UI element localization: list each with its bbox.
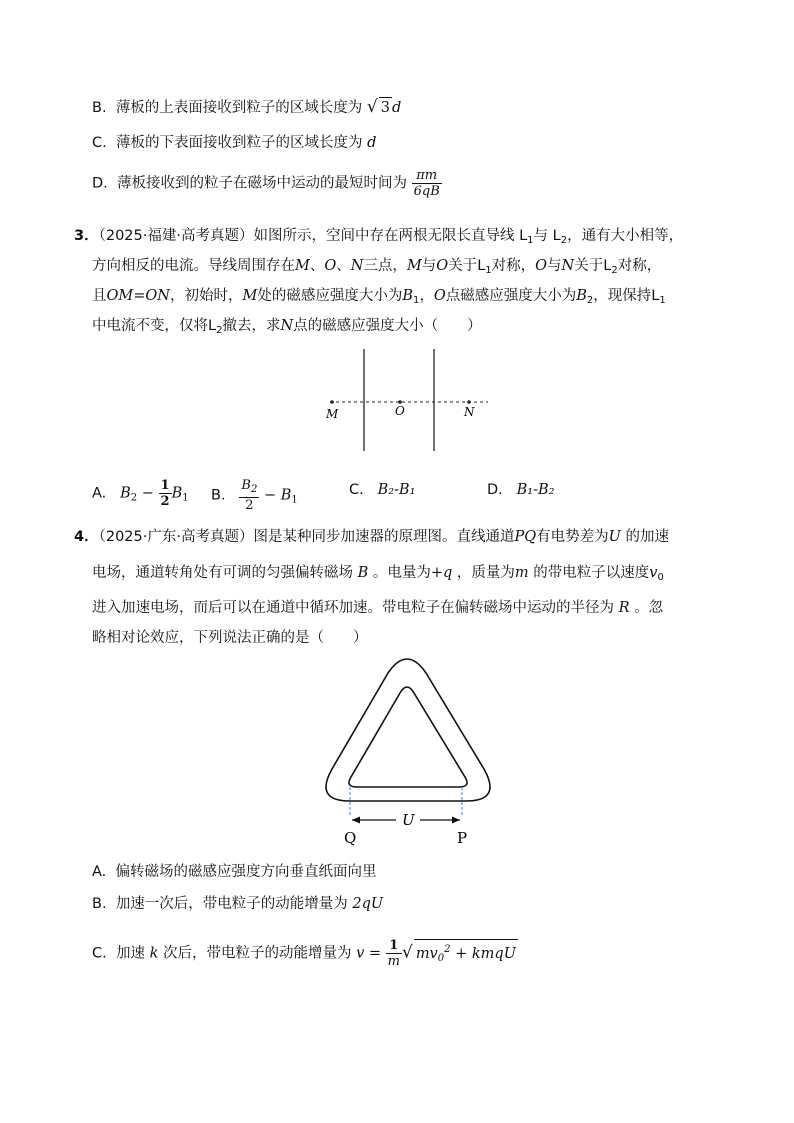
q2-option-c: C. 薄板的下表面接收到粒子的区域长度为 d [92,135,377,151]
q4-accelerator-figure [316,655,500,855]
q4-option-b: B. 加速一次后，带电粒子的动能增量为 2qU [92,896,384,912]
q3-option-c: C. B₂-B₁ [349,482,416,498]
fraction-one-over-m: $\frac{1}{m}$ [387,938,400,969]
q3-wire-figure [320,345,500,455]
q2-option-b: B. 薄板的上表面接收到粒子的区域长度为 √ 3 d [92,97,402,117]
label-o: O [395,404,405,418]
label-q: Q [344,829,357,847]
fraction-b2-over-2: $\frac{B_2}{2}$ [241,478,258,513]
inner-track [349,687,467,787]
label-m: M [326,407,339,421]
left-arrowhead-icon [352,817,360,824]
q4-stem-line-4: 略相对论效应，下列说法正确的是（ ） [92,630,368,646]
fraction-one-half: $\frac{1}{2}$ [160,478,170,509]
q4-stem-line-3: 进入加速电场，而后可以在通道中循环加速。带电粒子在偏转磁场中运动的半径为 R 。忽 [92,600,664,616]
label-n: N [464,405,475,419]
outer-track [326,659,490,801]
q3-option-a: A. $B_2$ − $\frac{1}{2}$ $B_1$ [92,478,189,509]
right-arrowhead-icon [452,817,460,824]
label-p: P [457,829,468,847]
fraction-pi-m-over-6qb: $\frac{\pi m}{6qB}$ [413,168,440,199]
q3-stem-line-1: 3．（2025·福建·高考真题）如图所示，空间中存在两根无限长直导线 $L_1$与 $L_2$，通有大小相等， [74,228,684,246]
point-m [330,400,334,404]
q4-option-c: C. 加速 k 次后，带电粒子的动能增量为 v = $\frac{1}{m}$ √ $mv_0^2$ + kmqU [92,938,516,969]
q4-stem-line-1: 4．（2025·广东·高考真题）图是某种同步加速器的原理图。直线通道PQ有电势差为U 的加速 [74,529,669,545]
q3-stem-line-2: 方向相反的电流。导线周围存在M、O、N三点，M与O关于$L_1$对称，O与N关于$L_2$对称， [92,258,662,276]
radicand: $mv_0^2$ + kmqU [414,939,518,969]
q2-option-d: D. 薄板接收到的粒子在磁场中运动的最短时间为 $\frac{\pi m}{6qB}$ [92,168,440,199]
q3-stem-line-4: 中电流不变，仅将$L_2$撤去，求N点的磁感应强度大小（ ） [92,318,482,336]
q3-option-d: D. B₁-B₂ [487,482,555,498]
point-n [467,400,471,404]
q4-stem-line-2: 电场，通道转角处有可调的匀强偏转磁场 B 。电量为+q ，质量为m 的带电粒子以速度$v_0$ [92,565,664,583]
q3-stem-line-3: 且OM=ON，初始时，M处的磁感应强度大小为$B_1$，O点磁感应强度大小为$B_2$，现保持$L_1$ [92,288,666,306]
q3-option-b: B. $\frac{B_2}{2}$ − $B_1$ [211,478,298,513]
label-u: U [402,811,415,829]
q4-option-a: A. 偏转磁场的磁感应强度方向垂直纸面向里 [92,864,377,880]
